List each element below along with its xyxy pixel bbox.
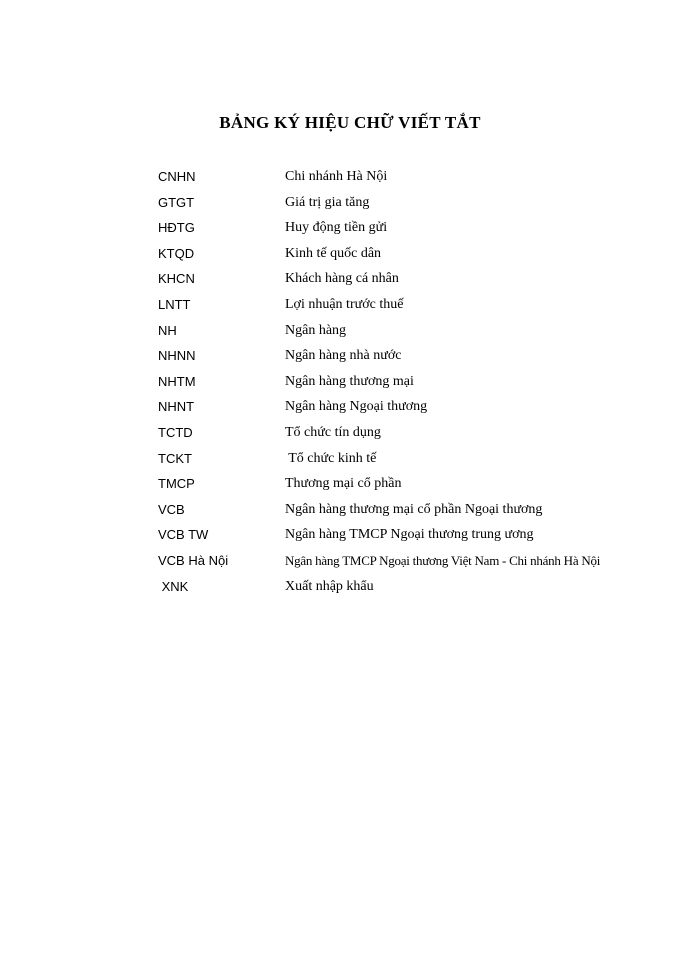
abbreviation-meaning: Lợi nhuận trước thuế	[285, 296, 404, 312]
abbreviation-meaning: Giá trị gia tăng	[285, 194, 370, 210]
abbreviation: KTQD	[158, 245, 195, 261]
table-row	[158, 321, 678, 347]
abbreviation-meaning: Huy động tiền gửi	[285, 220, 388, 236]
table-row	[158, 244, 678, 270]
abbreviation: VCB Hà Nội	[158, 552, 229, 568]
table-row	[158, 218, 678, 244]
abbreviation-meaning: Khách hàng cá nhân	[285, 271, 399, 287]
page-title: BẢNG KÝ HIỆU CHỮ VIẾT TẮT	[219, 113, 481, 132]
table-row	[158, 167, 678, 193]
table-row	[158, 500, 678, 526]
abbreviation-meaning: Ngân hàng	[285, 322, 347, 338]
table-row	[158, 577, 678, 603]
abbreviation-table	[158, 167, 678, 602]
abbreviation: GTGT	[158, 194, 195, 210]
table-row	[158, 295, 678, 321]
abbreviation: CNHN	[158, 169, 196, 184]
abbreviation: HĐTG	[158, 220, 195, 236]
table-row	[158, 397, 678, 423]
abbreviation-meaning: Tổ chức kinh tế	[285, 450, 377, 466]
abbreviation-meaning: Ngân hàng TMCP Ngoại thương Việt Nam - Chi nhánh Hà Nội	[285, 552, 601, 568]
abbreviation: TCKT	[158, 450, 192, 466]
abbreviation-meaning: Chi nhánh Hà Nội	[285, 169, 388, 184]
abbreviation: TCTD	[158, 424, 193, 440]
abbreviation: NH	[158, 322, 177, 338]
table-row	[158, 193, 678, 219]
table-row	[158, 423, 678, 449]
abbreviation-meaning: Xuất nhập khẩu	[285, 578, 374, 594]
abbreviation: XNK	[158, 578, 189, 594]
table-row	[158, 474, 678, 500]
table-row	[158, 551, 678, 577]
abbreviation-meaning: Ngân hàng thương mại	[285, 373, 414, 389]
abbreviation-meaning: Ngân hàng thương mại cổ phần Ngoại thương	[285, 501, 543, 517]
table-row	[158, 372, 678, 398]
table-row	[158, 269, 678, 295]
table-row	[158, 525, 678, 551]
abbreviation-meaning: Ngân hàng TMCP Ngoại thương trung ương	[285, 527, 534, 543]
table-row	[158, 346, 678, 372]
table-row	[158, 449, 678, 475]
abbreviation: VCB	[158, 501, 185, 517]
abbreviation-meaning: Tổ chức tín dụng	[285, 424, 381, 440]
abbreviation: NHTM	[158, 373, 196, 389]
abbreviation: LNTT	[158, 296, 191, 312]
abbreviation: VCB TW	[158, 527, 209, 543]
abbreviation-meaning: Kinh tế quốc dân	[285, 245, 382, 261]
abbreviation-meaning: Ngân hàng Ngoại thương	[285, 399, 428, 415]
abbreviation-meaning: Thương mại cổ phần	[285, 476, 402, 492]
abbreviation: TMCP	[158, 476, 195, 492]
abbreviation-meaning: Ngân hàng nhà nước	[285, 348, 402, 364]
abbreviation: KHCN	[158, 271, 195, 287]
abbreviation: NHNT	[158, 399, 195, 415]
abbreviation: NHNN	[158, 348, 196, 364]
